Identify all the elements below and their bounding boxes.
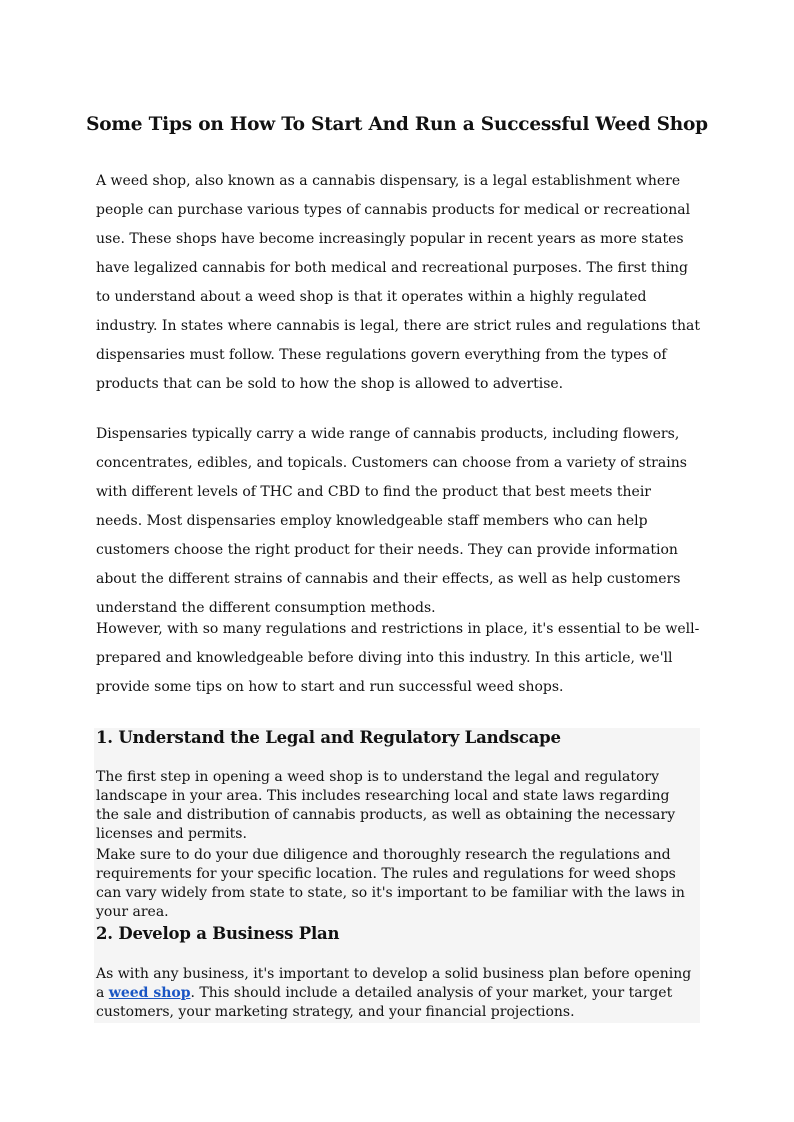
tips-section [94, 728, 700, 1023]
intro-paragraph: Dispensaries typically carry a wide range of cannabis products, including flowers, concentrates, edibles, and topicals. Customers can choose from a variety of strains with different levels of THC and CBD to find the product that best meets their needs. Most dispensaries employ knowledgeable staff members who can help customers choose the right product for their needs. They can provide information about the different strains of cannabis and their effects, as well as help customers understand the different consumption methods. [96, 426, 687, 616]
section-heading: 1. Understand the Legal and Regulatory Landscape [96, 728, 561, 747]
weed-shop-link[interactable]: weed shop [108, 985, 191, 1001]
paragraph-text: As with any business, it's important to develop a solid business plan before opening a [96, 966, 692, 1001]
section-paragraph [96, 965, 696, 1022]
intro-paragraph: A weed shop, also known as a cannabis dispensary, is a legal establishment where people can purchase various types of cannabis products for medical or recreational use. These shops have become increasingly popular in recent years as more states have legalized cannabis for both medical and recreational purposes. The first thing to understand about a weed shop is that it operates within a highly regulated industry. In states where cannabis is legal, there are strict rules and regulations that dispensaries must follow. These regulations govern everything from the types of products that can be sold to how the shop is allowed to advertise. [96, 173, 701, 392]
section-paragraph: The first step in opening a weed shop is to understand the legal and regulatory landscape in your area. This includes researching local and state laws regarding the sale and distribution of cannabis products, as well as obtaining the necessary licenses and permits. [96, 769, 676, 842]
intro-paragraph: However, with so many regulations and restrictions in place, it's essential to be well-prepared and knowledgeable before diving into this industry. In this article, we'll provide some tips on how to start and run successful weed shops. [96, 621, 700, 695]
paragraph-text: . This should include a detailed analysis of your market, your target customers, your marketing strategy, and your financial projections. [96, 985, 673, 1020]
page-title: Some Tips on How To Start And Run a Successful Weed Shop [86, 114, 708, 135]
section-paragraph: Make sure to do your due diligence and thoroughly research the regulations and requirements for your specific location. The rules and regulations for weed shops can vary widely from state to state, so it's important to be familiar with the laws in your area. [96, 847, 685, 920]
section-heading: 2. Develop a Business Plan [96, 924, 340, 943]
